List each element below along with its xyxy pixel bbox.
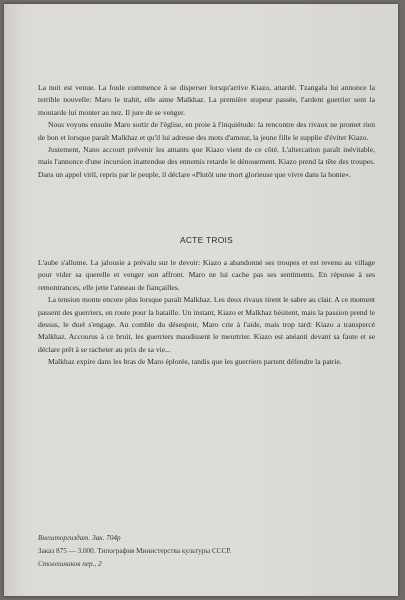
imprint-publisher: Внешторгиздат. Зак. 704р bbox=[38, 534, 121, 542]
paragraph: La nuit est venue. La foule commence à se disperser lorsqu'arrive Kiazo, attardé. Tzangala lui annonce la terrible nouvelle: Maro le trahit, elle aime Malkhaz. La première stupeur passée, l'ardent guerrier sent la moutarde lui monter au nez. Il jure de se venger. bbox=[38, 83, 375, 117]
act-three-heading: ACTE TROIS bbox=[179, 235, 234, 245]
imprint-order: Заказ 875 — 3.000. Типография Министерства культуры СССР. bbox=[38, 547, 232, 555]
paragraph: La tension monte encore plus lorsque paraît Malkhaz. Les deux rivaux tirent le sabre au clair. A ce moment passent des guerriers, en route pour la bataille. Un instant, Kiazo et Malkhaz hésitent, mais la passion prend le dessus, le duel s'engage. Au comble du désespoir, Maro crie à l'aide, mais trop tard: Kiazo a transpercé Malkhaz. Accourus à ce bruit, les guerriers maudissent le meurtrier. Kiazo est anéanti devant sa faute et se déclare prêt à se racheter au prix de sa vie... bbox=[38, 295, 375, 354]
paragraph: Malkhaz expire dans les bras de Maro éplorée, tandis que les guerriers partent défendre la patrie. bbox=[48, 357, 342, 367]
act-two-synopsis bbox=[38, 82, 375, 181]
paragraph: L'aube s'allume. La jalousie a prévalu sur le devoir: Kiazo a abandonné ses troupes et est revenu au village pour vider sa querelle et venger son affront. Maro ne lui cache pas ses sentiments. En réponse à ses remontrances, elle jette l'anneau de fiançailles. bbox=[38, 258, 375, 292]
printer-imprint bbox=[38, 532, 378, 571]
paragraph: Justement, Nano accourt prévenir les amants que Kiazo vient de ce côté. L'altercation paraît inévitable, mais l'annonce d'une incursion inattendue des ennemis retarde le dénouement. Kiazo prend la tête des troupes. Dans un appel viril, repris par le peuple, il déclare «Plutôt une mort glorieuse que vivre dans la honte». bbox=[38, 145, 375, 179]
imprint-address: Столешников пер., 2 bbox=[38, 560, 102, 568]
paragraph: Nous voyons ensuite Maro sortir de l'église, en proie à l'inquiétude: la rencontre des rivaux ne promet rien de bon et lorsque paraît Malkhaz et qu'il lui adresse des mots d'amour, la jeune fille le supplie d'éviter Kiazo. bbox=[38, 120, 375, 142]
booklet-page bbox=[4, 4, 398, 596]
act-three-synopsis bbox=[38, 257, 375, 369]
